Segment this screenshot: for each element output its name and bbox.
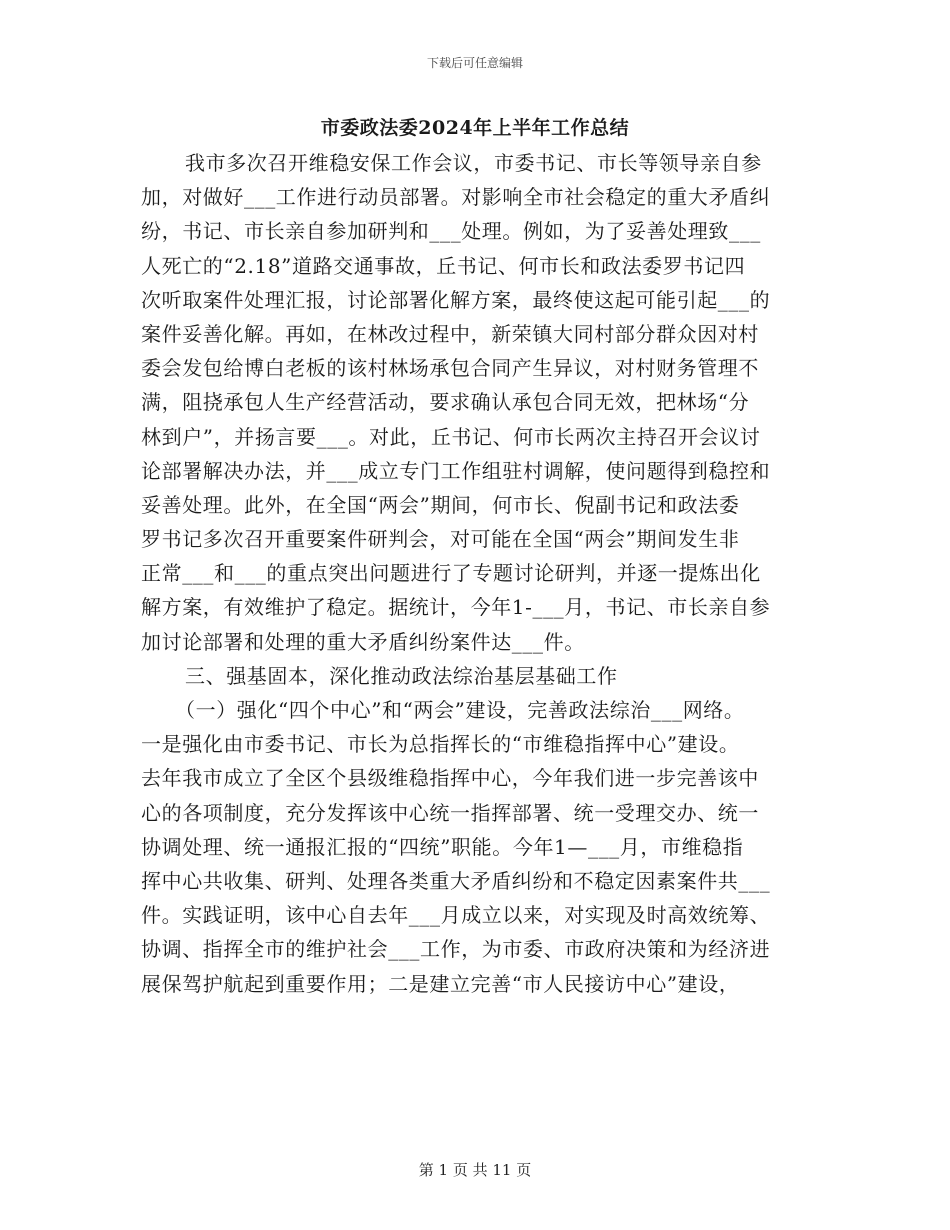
body-line: 加，对做好___工作进行动员部署。对影响全市社会稳定的重大矛盾纠 <box>141 185 771 210</box>
body-line: 加讨论部署和处理的重大矛盾纠纷案件达___件。 <box>141 629 585 654</box>
body-line: 一是强化由市委书记、市长为总指挥长的“市维稳指挥中心”建设。 <box>141 732 740 757</box>
body-line: 展保驾护航起到重要作用；二是建立完善“市人民接访中心”建设， <box>141 971 740 996</box>
body-line: 人死亡的“2.18”道路交通事故，丘书记、何市长和政法委罗书记四 <box>141 253 746 278</box>
body-line: 委会发包给博白老板的该村林场承包合同产生异议，对村财务管理不 <box>141 356 759 381</box>
body-line: 协调、指挥全市的维护社会___工作，为市委、市政府决策和为经济进 <box>141 937 771 962</box>
body-line: 挥中心共收集、研判、处理各类重大矛盾纠纷和不稳定因素案件共___ <box>141 868 771 893</box>
body-line: 林到户”，并扬言要___。对此，丘书记、何市长两次主持召开会议讨 <box>141 424 761 449</box>
document-title: 市委政法委2024年上半年工作总结 <box>320 117 630 139</box>
body-line: 论部署解决办法，并___成立专门工作组驻村调解，使问题得到稳控和 <box>141 458 771 483</box>
body-line: 罗书记多次召开重要案件研判会，对可能在全国“两会”期间发生非 <box>141 527 740 552</box>
header-note: 下载后可任意编辑 <box>426 56 523 70</box>
body-line: 妥善处理。此外，在全国“两会”期间，何市长、倪副书记和政法委 <box>141 492 740 517</box>
section-heading: 三、强基固本，深化推动政法综治基层基础工作 <box>185 663 618 688</box>
body-line: 满，阻挠承包人生产经营活动，要求确认承包合同无效，把林场“分 <box>141 390 750 415</box>
page-footer: 第 1 页 共 11 页 <box>418 1161 532 1179</box>
subsection-heading: （一）强化“四个中心”和“两会”建设，完善政法综治___网络。 <box>175 698 745 722</box>
body-line: 解方案，有效维护了稳定。据统计，今年1-___月，书记、市长亲自参 <box>141 595 771 620</box>
body-line: 去年我市成立了全区个县级维稳指挥中心，今年我们进一步完善该中 <box>141 766 759 791</box>
body-line: 我市多次召开维稳安保工作会议，市委书记、市长等领导亲自参 <box>185 151 762 175</box>
body-line: 正常___和___的重点突出问题进行了专题讨论研判，并逐一提炼出化 <box>141 561 761 586</box>
body-line: 协调处理、统一通报汇报的“四统”职能。今年1—___月，市维稳指 <box>141 834 744 859</box>
body-line: 件。实践证明，该中心自去年___月成立以来，对实现及时高效统筹、 <box>141 903 771 928</box>
body-line: 纷，书记、市长亲自参加研判和___处理。例如，为了妥善处理致___ <box>141 219 761 244</box>
body-line: 案件妥善化解。再如，在林改过程中，新荣镇大同村部分群众因对村 <box>141 321 759 346</box>
document-body <box>141 146 861 1001</box>
body-line: 心的各项制度，充分发挥该中心统一指挥部署、统一受理交办、统一 <box>141 800 759 825</box>
body-line: 次听取案件处理汇报，讨论部署化解方案，最终使这起可能引起___的 <box>141 287 771 312</box>
